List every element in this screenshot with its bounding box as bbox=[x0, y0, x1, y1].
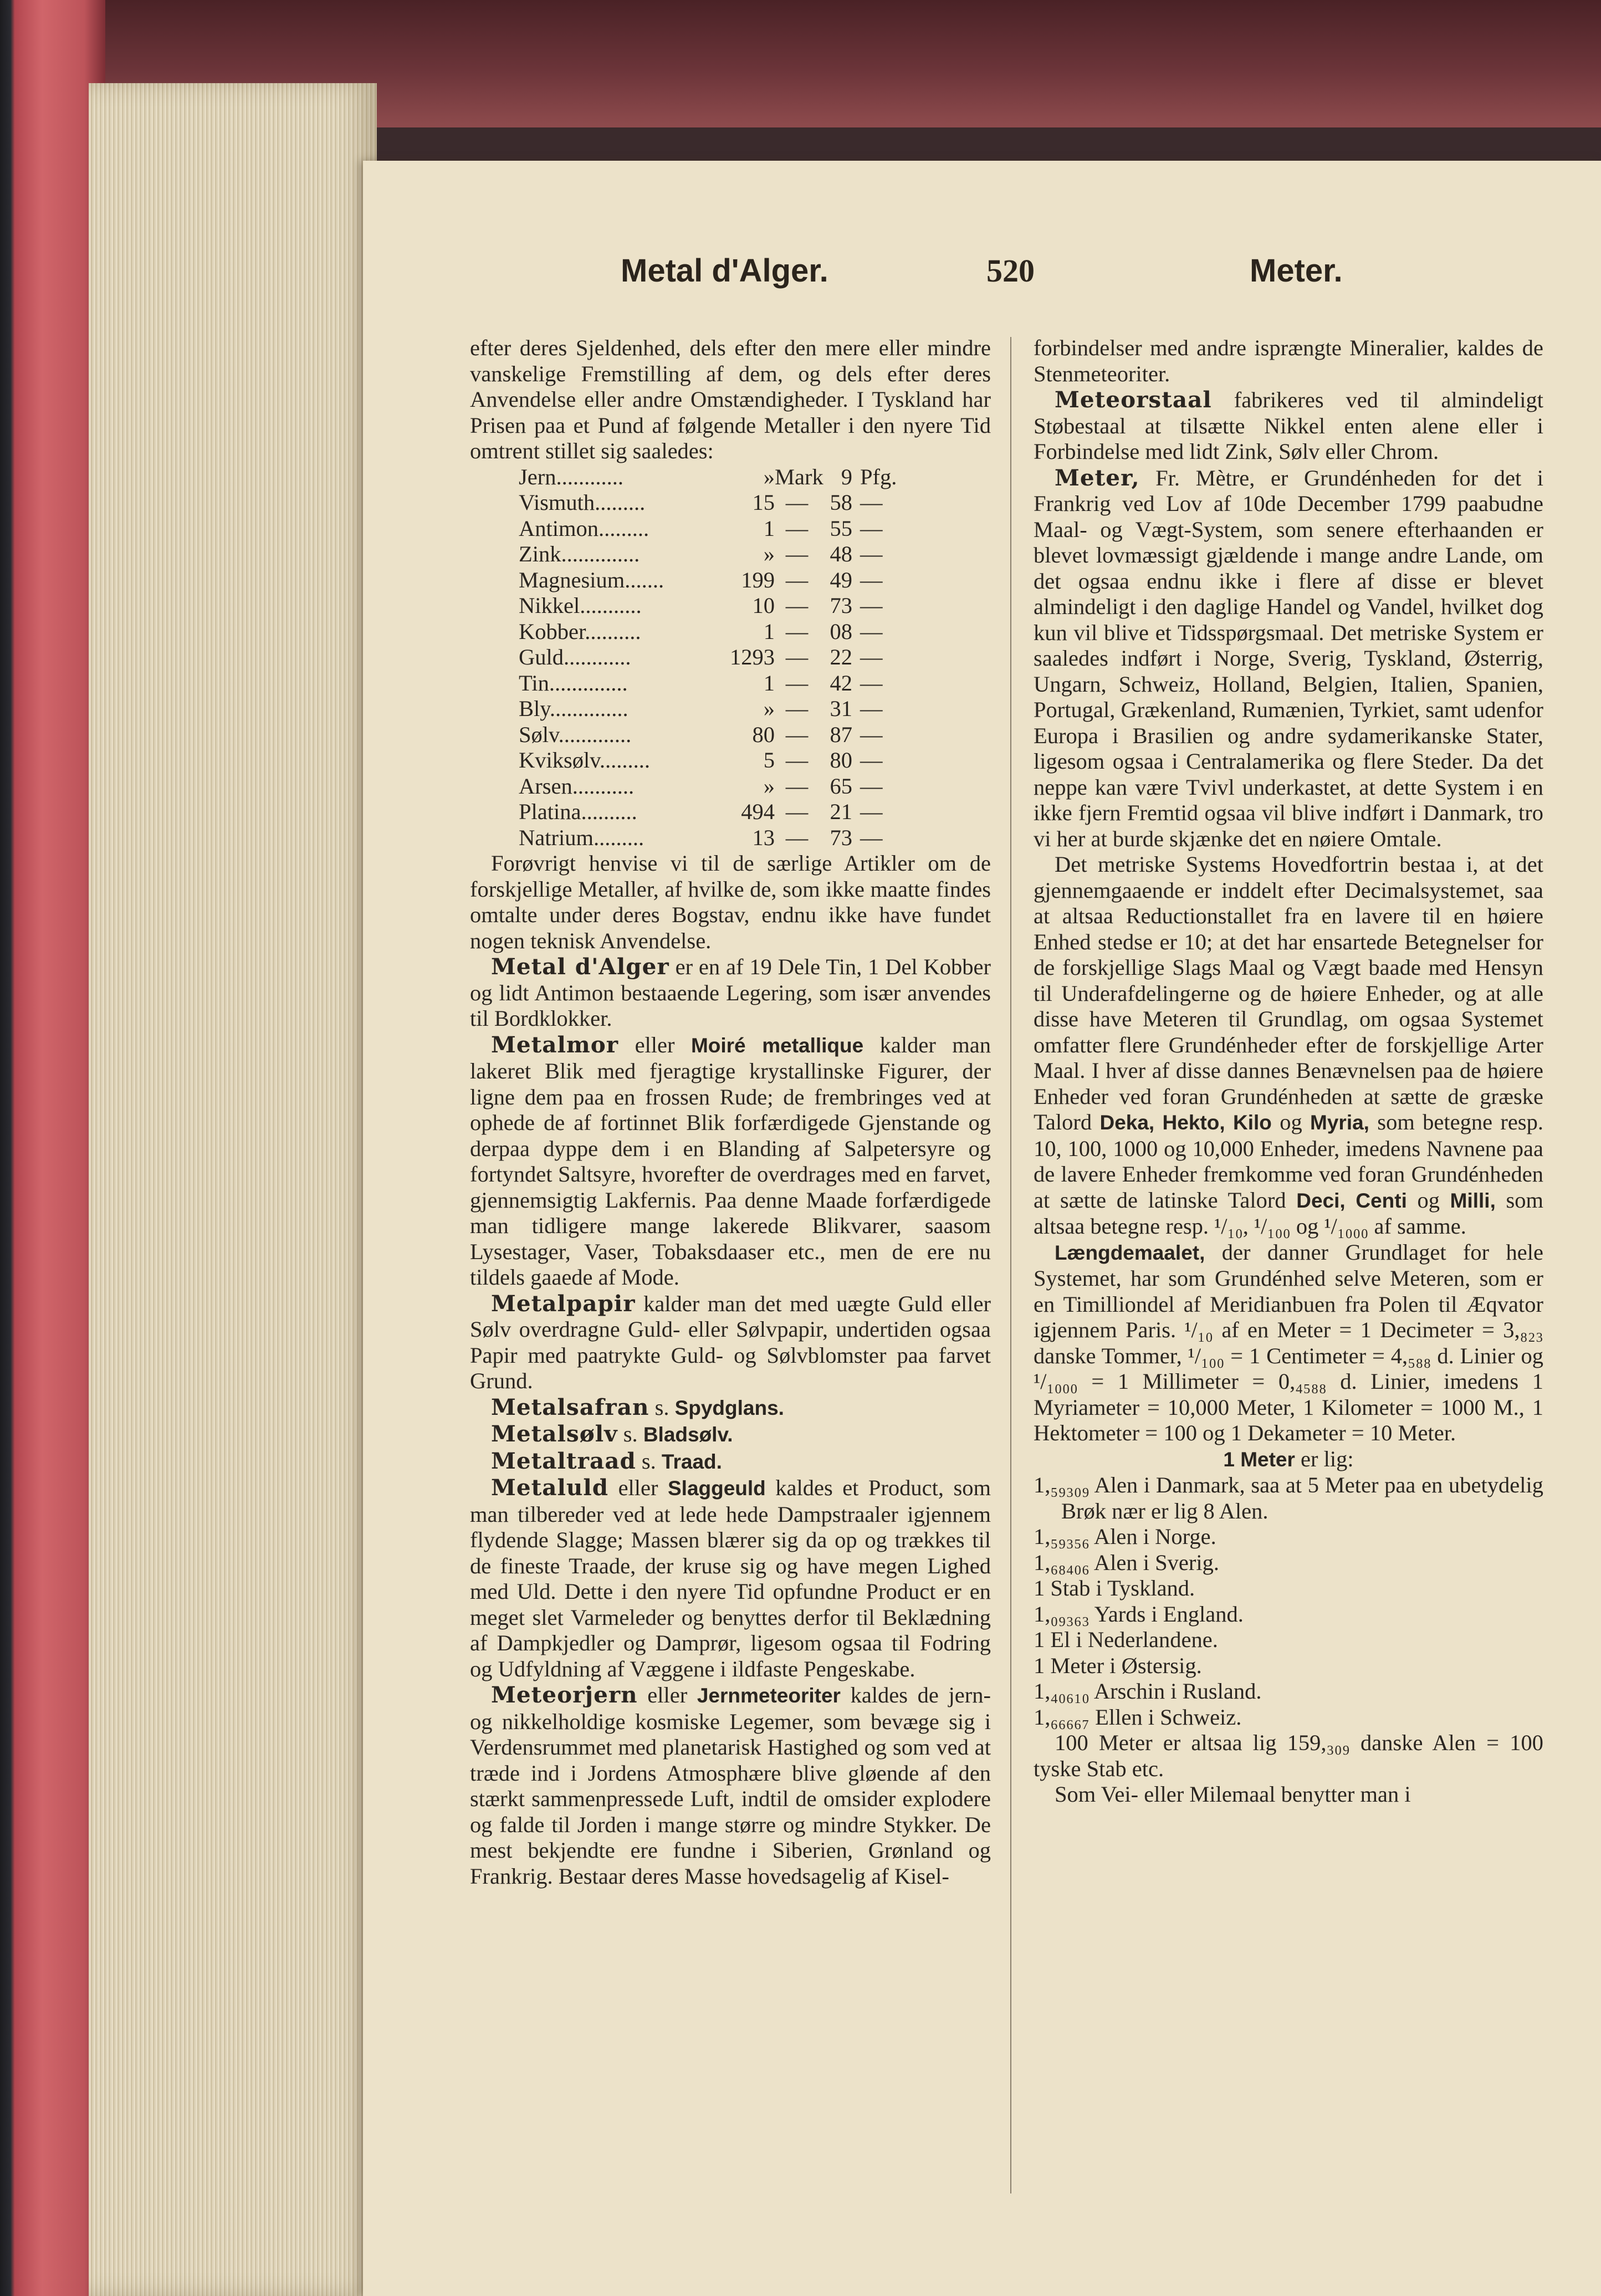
equivalent-item: 1,₆₈₄₀₆ Alen i Sverig. bbox=[1034, 1550, 1219, 1575]
pfennig-value: 87 bbox=[830, 722, 852, 747]
unit: — bbox=[860, 515, 883, 541]
pfennig-value: 73 bbox=[830, 593, 852, 618]
entry-text: fabrikeres ved til almindeligt Støbestaal at tilsætte Nikkel enten alene eller i Forbindelse med lidt Zink, Sølv eller Chrom. bbox=[1034, 387, 1543, 464]
separator: — bbox=[785, 748, 809, 773]
after-table-paragraph: Forøvrigt henvise vi til de særlige Artikler om de forskjellige Metaller, af hvilke de, som ikke maatte findes omtalte under deres Bogstav, endnu ikke have fundet nogen teknisk Anvendelse. bbox=[470, 851, 991, 953]
entry-connector: s. bbox=[636, 1448, 662, 1474]
pfennig-value: 9 bbox=[841, 464, 852, 489]
unit: — bbox=[860, 799, 883, 824]
separator: — bbox=[785, 645, 809, 669]
subhead-1-meter: 1 Meter bbox=[1223, 1448, 1295, 1471]
subhead-laengdemaalet: Længdemaalet, bbox=[1055, 1241, 1205, 1264]
separator: — bbox=[785, 722, 809, 747]
metal-name: Guld............ bbox=[519, 645, 631, 669]
price-row bbox=[470, 799, 991, 825]
price-row bbox=[470, 464, 991, 490]
header-left-guideword: Metal d'Alger. bbox=[621, 253, 828, 289]
left-entries bbox=[470, 954, 991, 1889]
unit: — bbox=[860, 593, 883, 618]
entry-meter bbox=[1034, 465, 1543, 852]
unit: — bbox=[860, 567, 883, 592]
pfennig-value: 65 bbox=[830, 773, 852, 799]
separator: — bbox=[785, 593, 809, 618]
prefix-kilo: Kilo bbox=[1232, 1111, 1272, 1134]
equivalent-item: 1,₅₉₃₀₉ Alen i Danmark, saa at 5 Meter paa en ubetydelig Brøk nær er lig 8 Alen. bbox=[1034, 1472, 1543, 1523]
equivalent-item: 1,₅₉₃₅₆ Alen i Norge. bbox=[1034, 1524, 1216, 1549]
metal-name: Kobber.......... bbox=[519, 618, 641, 644]
dictionary-entry bbox=[470, 1394, 991, 1421]
entry-alternate-term: Jernmeteoriter bbox=[697, 1684, 841, 1707]
entry-alternate-term: Traad. bbox=[661, 1450, 722, 1473]
dictionary-entry bbox=[470, 954, 991, 1032]
separator: — bbox=[785, 773, 809, 799]
unit: — bbox=[860, 645, 883, 669]
pfennig-value: 49 bbox=[830, 567, 852, 592]
separator: — bbox=[785, 618, 809, 644]
pfennig-value: 31 bbox=[830, 696, 852, 721]
price-row bbox=[470, 671, 991, 697]
metal-name: Magnesium....... bbox=[519, 567, 664, 592]
mark-value: 1 bbox=[763, 515, 775, 541]
price-row bbox=[470, 696, 991, 722]
mark-value: » bbox=[763, 541, 775, 566]
header-right-guideword: Meter. bbox=[1250, 253, 1343, 289]
entry-text: kaldes et Product, som man tilbereder ved at lede hede Dampstraaler igjennem flydende Slagge; Massen blærer sig da op og trækkes til de fineste Traade, der kruse sig og have megen Lighed med Uld. Dette i den nyere Tid opfundne Product er en meget slet Varmeleder og benyttes derfor til Beklædning af Dampkjedler og Damprør, ligesom ogsaa til Fodring og Udfyldning af Væggene i ildfaste Pengeskabe. bbox=[470, 1475, 991, 1681]
entry-alternate-term: Bladsølv. bbox=[643, 1423, 733, 1446]
paragraph-laengdemaalet bbox=[1034, 1240, 1543, 1446]
equivalent-item: 1 Stab i Tyskland. bbox=[1034, 1576, 1195, 1600]
metal-name: Arsen........... bbox=[519, 773, 635, 799]
mark-value: 5 bbox=[763, 748, 775, 773]
unit: — bbox=[860, 825, 883, 850]
prefix-deka: Deka, bbox=[1099, 1111, 1155, 1134]
unit: — bbox=[860, 748, 883, 773]
text: og bbox=[1406, 1187, 1450, 1213]
unit: — bbox=[860, 722, 883, 747]
mark-value: 13 bbox=[752, 825, 775, 850]
entry-connector: eller bbox=[618, 1032, 691, 1057]
price-table bbox=[470, 464, 991, 851]
equivalent-item: 1 El i Nederlandene. bbox=[1034, 1627, 1218, 1652]
equivalent-item: 1,₆₆₆₆₇ Ellen i Schweiz. bbox=[1034, 1704, 1242, 1730]
dictionary-entry bbox=[470, 1291, 991, 1394]
dictionary-entry bbox=[470, 1032, 991, 1291]
price-row bbox=[470, 490, 991, 516]
unit: — bbox=[860, 670, 883, 696]
price-row bbox=[470, 722, 991, 748]
prefix-deci: Deci, bbox=[1296, 1189, 1346, 1212]
metal-name: Platina.......... bbox=[519, 799, 637, 824]
entry-text: kalder man lakeret Blik med fjeragtige krystallinske Figurer, der ligne dem paa en frossen Rude; de frembringes ved at ophede de af fortinnet Blik forfærdigede Gjenstande og derpaa dyppe dem i en Blanding af Salpetersyre og fortyndet Saltsyre, hvorefter de overdrages med en farvet, gjennemsigtig Lakfernis. Paa denne Maade forfærdigede man tidligere mange lakerede Blikvarer, saasom Lysestager, Vaser, Tobaksdaaser etc., men de ere nu tildels gaaede af Mode. bbox=[470, 1032, 991, 1290]
separator: Mark bbox=[775, 464, 823, 489]
entry-alternate-term: Slaggeuld bbox=[667, 1477, 766, 1500]
closing-line-2: Som Vei- eller Milemaal benytter man i bbox=[1055, 1782, 1411, 1807]
prefix-milli: Milli, bbox=[1450, 1189, 1496, 1212]
metal-name: Sølv............. bbox=[519, 722, 632, 747]
text: der danner Grundlaget for hele Systemet, har som Grundénhed selve Meteren, som er en Timilliondel af Meridianbuen fra Polen til Æqvator igjennem Paris. ¹/₁₀ af en Meter = 1 Decimeter = 3,₈₂₃ danske Tommer, ¹/₁₀₀ = 1 Centimeter = 4,₅₈₈ d. Linier og ¹/₁₀₀₀ = 1 Millimeter = 0,₄₅₈₈ d. Linier, imedens 1 Myriameter = 10,000 Meter, 1 Kilometer = 1000 M., 1 Hektometer = 100 og 1 Dekameter = 10 Meter. bbox=[1034, 1239, 1543, 1445]
metal-name: Nikkel........... bbox=[519, 593, 642, 618]
text: Det metriske Systems Hovedfortrin bestaa i, at det gjennemgaaende er inddelt efter Decimalsystemet, saa at altsaa Reductionstallet fra en lavere til en høiere Enhed stedse er 10; at det har ensartede Betegnelser for de forskjellige Slags Maal og Vægt baade med Hensyn til Underafdelingerne og de høiere Enheder, og at alle disse have Meteren til Grundlag, om ogsaa Systemet omfatter flere Grundénheder efter de forskjellige Arter Maal. I hver af disse dannes Benævnelsen paa de høiere Enheder ved foran Grundénheden at sætte de græske Talord bbox=[1034, 852, 1543, 1134]
mark-value: 199 bbox=[741, 567, 775, 592]
entry-headword: Metaltraad bbox=[491, 1447, 636, 1474]
entry-alternate-term: Spydglans. bbox=[674, 1396, 784, 1419]
mark-value: » bbox=[763, 464, 775, 489]
entry-text: kaldes de jern- og nikkelholdige kosmiske Legemer, som bevæge sig i Verdensrummet med planetarisk Hastighed og som ved at træde ind i Jordens Atmosphære blive gløende af den stærkt sammenpressede Luft, indtil de omsider explodere og falde til Jorden i mange større og mindre Stykker. De mest bekjendte ere fundne i Siberien, Grønland og Frankrig. Bestaar deres Masse hovedsagelig af Kisel- bbox=[470, 1683, 991, 1889]
entry-alternate-term: Moiré metallique bbox=[690, 1034, 864, 1057]
mark-value: 80 bbox=[752, 722, 775, 747]
equivalent-item: 1 Meter i Østersig. bbox=[1034, 1653, 1202, 1678]
price-row bbox=[470, 748, 991, 774]
separator: — bbox=[785, 541, 809, 566]
pfennig-value: 80 bbox=[830, 748, 852, 773]
text: som altsaa betegne resp. ¹/₁₀, ¹/₁₀₀ og ¹/₁₀₀₀ af samme. bbox=[1034, 1187, 1544, 1239]
price-row bbox=[470, 774, 991, 800]
right-column bbox=[1034, 335, 1543, 1808]
headword-meter: Meter, bbox=[1055, 464, 1140, 491]
price-row bbox=[470, 593, 991, 619]
entry-text: kalder man det med uægte Guld eller Sølv overdragne Guld- eller Sølvpapir, undertiden ogsaa Papir med paatrykte Guld- og Sølvblomster paa farvet Grund. bbox=[470, 1291, 991, 1393]
metal-name: Jern............ bbox=[519, 464, 623, 489]
metal-name: Kviksølv......... bbox=[519, 748, 651, 773]
entry-headword: Meteorjern bbox=[491, 1681, 638, 1708]
continuation-paragraph: forbindelser med andre isprængte Mineralier, kaldes de Stenmeteoriter. bbox=[1034, 335, 1543, 386]
mark-value: » bbox=[763, 773, 775, 799]
entry-headword: Metaluld bbox=[491, 1474, 609, 1501]
prefix-hekto: Hekto, bbox=[1162, 1111, 1225, 1134]
mark-value: » bbox=[763, 696, 775, 721]
page-edges bbox=[89, 83, 377, 2296]
prefix-myria: Myria, bbox=[1310, 1111, 1369, 1134]
metal-name: Antimon......... bbox=[519, 515, 649, 541]
entry-connector: s. bbox=[617, 1421, 643, 1446]
mark-value: 1293 bbox=[730, 645, 775, 669]
separator: — bbox=[785, 515, 809, 541]
metal-name: Vismuth......... bbox=[519, 490, 646, 515]
pfennig-value: 48 bbox=[830, 541, 852, 566]
book-page bbox=[363, 161, 1601, 2296]
separator: — bbox=[785, 825, 809, 850]
price-row bbox=[470, 619, 991, 645]
equivalent-item: 1,₄₀₆₁₀ Arschin i Rusland. bbox=[1034, 1679, 1262, 1704]
mark-value: 1 bbox=[763, 618, 775, 644]
entry-connector: s. bbox=[649, 1394, 675, 1420]
separator: — bbox=[785, 490, 809, 515]
prefix-centi: Centi bbox=[1356, 1189, 1407, 1212]
mark-value: 10 bbox=[752, 593, 775, 618]
left-column bbox=[470, 335, 991, 1889]
mark-value: 1 bbox=[763, 670, 775, 696]
entry-meteorstaal bbox=[1034, 387, 1543, 465]
unit: — bbox=[860, 490, 883, 515]
price-row bbox=[470, 645, 991, 671]
price-row bbox=[470, 825, 991, 851]
metal-name: Zink.............. bbox=[519, 541, 640, 566]
metal-name: Tin.............. bbox=[519, 670, 628, 696]
metal-name: Natrium......... bbox=[519, 825, 645, 850]
running-header bbox=[363, 252, 1601, 308]
page-number: 520 bbox=[986, 253, 1035, 289]
entry-headword: Metal d'Alger bbox=[491, 953, 669, 980]
dictionary-entry bbox=[470, 1421, 991, 1448]
closing-line-1: 100 Meter er altsaa lig 159,₃₀₉ danske Alen = 100 tyske Stab etc. bbox=[1034, 1730, 1543, 1781]
entry-headword: Metalpapir bbox=[491, 1290, 636, 1317]
entry-headword: Metalsafran bbox=[491, 1393, 649, 1420]
metal-name: Bly.............. bbox=[519, 696, 628, 721]
pfennig-value: 22 bbox=[830, 645, 852, 669]
unit: — bbox=[860, 696, 883, 721]
dictionary-entry bbox=[470, 1682, 991, 1889]
price-row bbox=[470, 567, 991, 594]
unit: — bbox=[860, 541, 883, 566]
dictionary-entry bbox=[470, 1448, 991, 1475]
entry-text: er en af 19 Dele Tin, 1 Del Kobber og lidt Antimon bestaaende Legering, som især anvendes til Bordklokker. bbox=[470, 954, 991, 1031]
separator: — bbox=[785, 696, 809, 721]
text: er lig: bbox=[1295, 1446, 1354, 1471]
headword-meteorstaal: Meteorstaal bbox=[1055, 386, 1212, 413]
entry-headword: Metalmor bbox=[491, 1031, 619, 1058]
dictionary-entry bbox=[470, 1475, 991, 1682]
subheading-meter-lig bbox=[1034, 1446, 1543, 1473]
pfennig-value: 08 bbox=[830, 618, 852, 644]
entry-connector: eller bbox=[637, 1683, 697, 1707]
unit: Pfg. bbox=[860, 464, 897, 489]
entry-text: Fr. Mètre, er Grundénheden for det i Frankrig ved Lov af 10de December 1799 paabudne Maal- og Vægt-System, som senere efterhaanden er blevet lovmæssigt gjældende i mange andre Lande, om det ogsaa endnu ikke i flere af disse er blevet almindeligt i den daglige Handel og Vandel, hvilket dog kun vil blive et Tidsspørgsmaal. Det metriske System er saaledes indført i Norge, Sverig, Tyskland, Østerrig, Ungarn, Schweiz, Holland, Belgien, Italien, Spanien, Portugal, Grækenland, Rumænien, Tyrkiet, samt udenfor Europa i Brasilien og andre sydamerikanske Stater, ligesom ogsaa i Centralamerika og flere Steder. Da det neppe kan være Tvivl underkastet, at dette System i en ikke fjern Fremtid ogsaa vil blive indført i Danmark, tro vi her at burde skjænke det en nøiere Omtale. bbox=[1034, 465, 1543, 851]
unit: — bbox=[860, 773, 883, 799]
column-divider bbox=[1010, 337, 1011, 2193]
pfennig-value: 73 bbox=[830, 825, 852, 850]
mark-value: 494 bbox=[741, 799, 775, 824]
pfennig-value: 42 bbox=[830, 670, 852, 696]
intro-paragraph: efter deres Sjeldenhed, dels efter den mere eller mindre vanskelige Fremstilling af dem, og dels efter deres Anvendelse eller andre Omstændigheder. I Tyskland har Prisen paa et Pund af følgende Metaller i den nyere Tid omtrent stillet sig saaledes: bbox=[470, 335, 991, 463]
equivalents-list bbox=[1034, 1472, 1543, 1730]
text: som betegne resp. 10, 100, 1000 og 10,000 Enheder, imedens Navnene paa de lavere Enheder fremkomme ved foran Grundénheden at sætte de latinske Talord bbox=[1034, 1109, 1544, 1213]
pfennig-value: 58 bbox=[830, 490, 852, 515]
pfennig-value: 21 bbox=[830, 799, 852, 824]
text: og bbox=[1271, 1109, 1311, 1134]
separator: — bbox=[785, 670, 809, 696]
entry-connector: eller bbox=[608, 1475, 668, 1500]
mark-value: 15 bbox=[752, 490, 775, 515]
price-row bbox=[470, 516, 991, 542]
equivalent-item: 1,₀₉₃₆₃ Yards i England. bbox=[1034, 1601, 1244, 1627]
separator: — bbox=[785, 567, 809, 592]
price-row bbox=[470, 541, 991, 567]
pfennig-value: 55 bbox=[830, 515, 852, 541]
paragraph-hovedfortrin bbox=[1034, 852, 1543, 1240]
separator: — bbox=[785, 799, 809, 824]
unit: — bbox=[860, 618, 883, 644]
entry-headword: Metalsølv bbox=[491, 1420, 618, 1447]
